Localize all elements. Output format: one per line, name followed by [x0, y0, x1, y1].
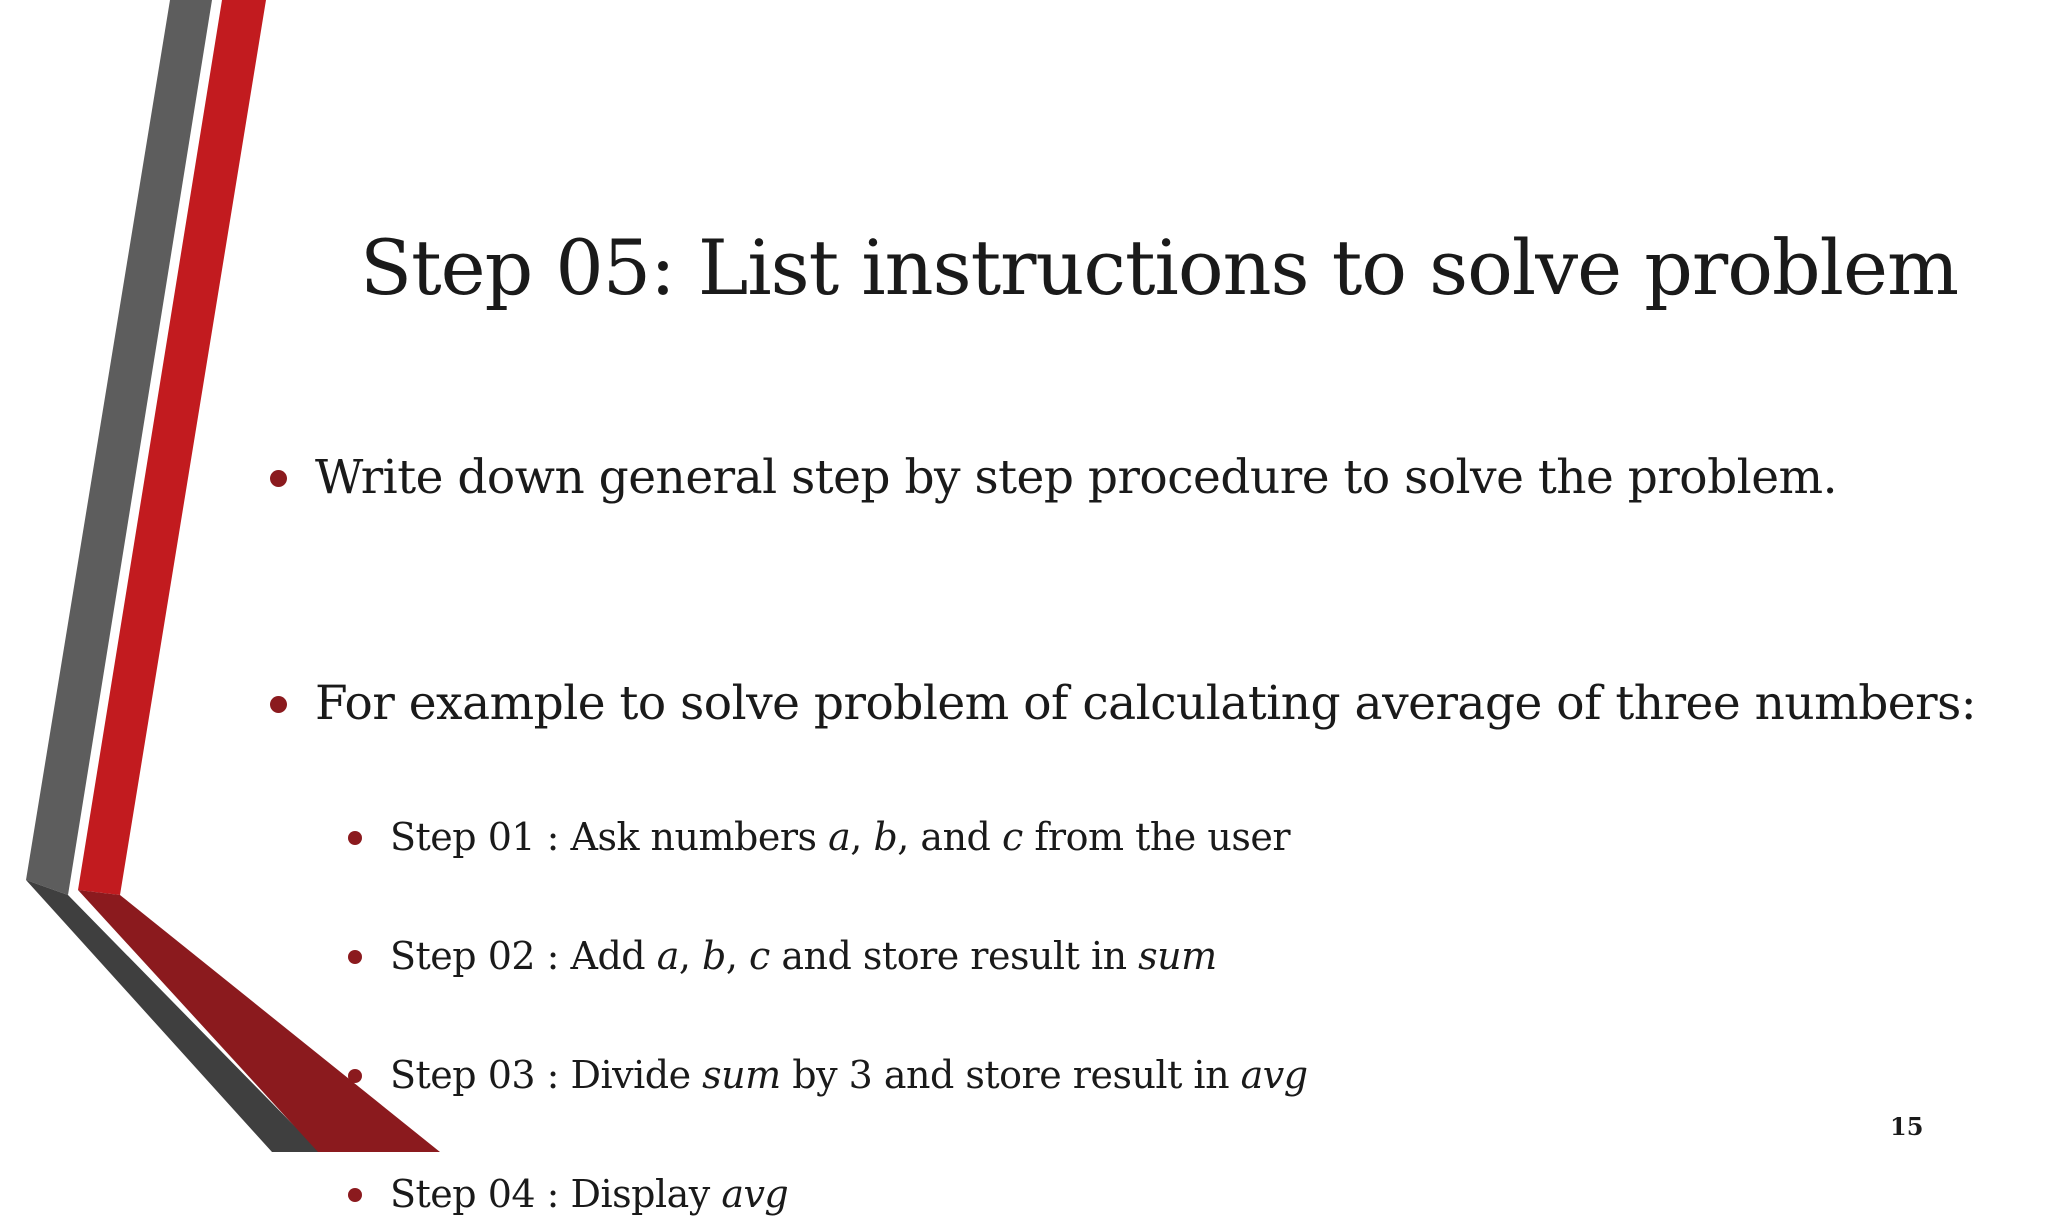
- step-04: [348, 1171, 2048, 1217]
- step-02-text: Step 02 : Add: [390, 934, 657, 978]
- dark-gray-bottom-stripe: [26, 880, 320, 1152]
- step-01: [348, 814, 2048, 860]
- step-01-suffix: from the user: [1022, 815, 1291, 859]
- var-b: b: [873, 815, 898, 859]
- separator: ,: [725, 934, 750, 978]
- separator: ,: [850, 815, 874, 859]
- step-03: [348, 1052, 2048, 1098]
- step-02-suffix: and store result in: [769, 934, 1139, 978]
- var-sum: sum: [1138, 934, 1217, 978]
- var-b: b: [702, 934, 726, 978]
- var-sum: sum: [702, 1053, 781, 1097]
- var-avg: avg: [1240, 1053, 1308, 1097]
- step-03-mid: by 3 and store result in: [780, 1053, 1241, 1097]
- separator: , and: [897, 815, 1002, 859]
- step-01-text: Step 01 : Ask numbers: [390, 815, 829, 859]
- bullet-general-procedure: Write down general step by step procedure to solve the problem.: [270, 450, 1970, 506]
- step-03-text: Step 03 : Divide: [390, 1053, 703, 1097]
- var-avg: avg: [721, 1172, 789, 1216]
- step-04-text: Step 04 : Display: [390, 1172, 722, 1216]
- var-a: a: [828, 815, 851, 859]
- var-c: c: [1001, 815, 1023, 859]
- separator: ,: [678, 934, 703, 978]
- var-c: c: [749, 934, 770, 978]
- slide-title: Step 05: List instructions to solve problem: [360, 223, 1959, 312]
- var-a: a: [656, 934, 679, 978]
- page-number: 15: [1890, 1112, 1924, 1141]
- step-02: [348, 933, 2048, 979]
- bullet-example: For example to solve problem of calculating average of three numbers:: [270, 676, 1970, 732]
